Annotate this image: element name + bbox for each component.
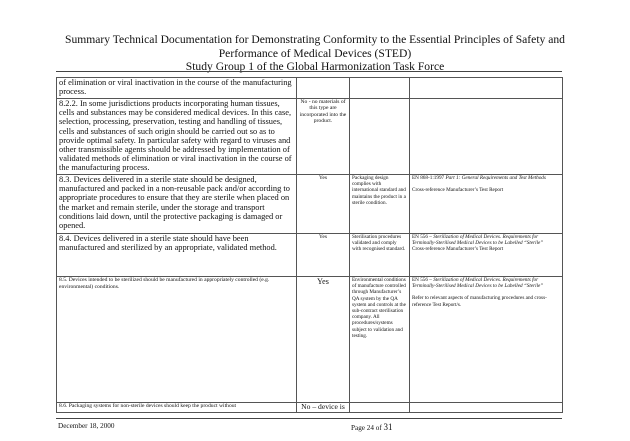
header-title-line1: Summary Technical Documentation for Demonstrating Conformity to the Essential Principles of Safety and bbox=[65, 33, 565, 46]
method-cell: Packaging design complies with international standard and maintains the product in a sterile condition. bbox=[350, 175, 410, 234]
reference-cell bbox=[410, 99, 563, 175]
reference-cell bbox=[410, 78, 563, 99]
table-row bbox=[57, 175, 563, 234]
reference-crossref: Cross-reference Manufacturer’s Test Report bbox=[412, 187, 504, 194]
principle-cell: 8.2.2. In some jurisdictions products incorporating human tissues, cells and substances may be considered medical devices. In this case, selection, processing, preservation, testing and handling of tissues, cells and substances of such origin should be carried out so as to provide optimal safety. In particular safety with regard to viruses and other transmissible agents should be addressed by implementation of validated methods of elimination or viral inactivation in the course of the manufacturing process. bbox=[57, 99, 297, 175]
reference-standard: EN 868-1:1997 Part 1: General Requirements and Test Methods bbox=[412, 175, 546, 181]
reference-crossref: Refer to relevant aspects of manufacturing procedures and cross-reference Test Report/s. bbox=[412, 295, 547, 308]
applicability-cell: Yes bbox=[297, 175, 350, 234]
principle-cell: 8.5. Devices intended to be sterilized should be manufactured in appropriately controlled (e.g. environmental) conditions. bbox=[57, 277, 297, 403]
footer-divider bbox=[56, 418, 562, 419]
document-header bbox=[0, 33, 630, 74]
reference-cell bbox=[410, 277, 563, 403]
header-title-line2: Performance of Medical Devices (STED) bbox=[218, 46, 412, 60]
applicability-cell: Yes bbox=[297, 234, 350, 277]
method-cell bbox=[350, 403, 410, 413]
reference-cell bbox=[410, 175, 563, 234]
reference-cell bbox=[410, 234, 563, 277]
method-cell bbox=[350, 99, 410, 175]
applicability-cell bbox=[297, 78, 350, 99]
principle-cell: of elimination or viral inactivation in the course of the manufacturing process. bbox=[57, 78, 297, 99]
applicability-cell: No - no materials of this type are incorporated into the product. bbox=[297, 99, 350, 175]
footer-date: December 18, 2000 bbox=[58, 422, 115, 430]
applicability-cell: Yes bbox=[297, 277, 350, 403]
reference-crossref: Cross-reference Manufacturer’s Test Report bbox=[412, 246, 504, 253]
method-cell bbox=[350, 78, 410, 99]
principle-cell: 8.4. Devices delivered in a sterile state should have been manufactured and sterilized by an appropriate, validated method. bbox=[57, 234, 297, 277]
reference-cell bbox=[410, 403, 563, 413]
header-divider bbox=[56, 71, 562, 72]
applicability-cell: No – device is bbox=[297, 403, 350, 413]
table-row bbox=[57, 78, 563, 99]
table-row bbox=[57, 277, 563, 403]
table-row bbox=[57, 99, 563, 175]
principle-cell: 8.6. Packaging systems for non-sterile devices should keep the product without bbox=[57, 403, 297, 413]
method-cell: Environmental conditions of manufacture controlled through Manufacturer’s QA system by the QA system and controls at the sub-contract sterilisation company. All procedures/systems subject to validation and testing. bbox=[350, 277, 410, 403]
reference-standard: EN 556 – Sterilization of Medical Devices. Requirements for Terminally-Sterilised Medical Devices to be Labelled “Sterile” bbox=[412, 234, 544, 247]
table-row bbox=[57, 234, 563, 277]
method-cell: Sterilisation procedures validated and comply with recognised standard. bbox=[350, 234, 410, 277]
header-title-line3: Study Group 1 of the Global Harmonization Task Force bbox=[185, 60, 445, 74]
page-number: Page 24 of 31 bbox=[351, 422, 393, 432]
essential-principles-table bbox=[56, 77, 563, 413]
principle-cell: 8.3. Devices delivered in a sterile state should be designed, manufactured and packed in a non-reusable pack and/or according to appropriate procedures to ensure that they are sterile when placed on the market and remain sterile, under the storage and transport conditions laid down, until the protective packaging is damaged or opened. bbox=[57, 175, 297, 234]
table-row bbox=[57, 403, 563, 413]
reference-standard: EN 556 – Sterilization of Medical Devices. Requirements for Terminally-Sterilised Medical Devices to be Labelled “Sterile” bbox=[412, 277, 544, 290]
